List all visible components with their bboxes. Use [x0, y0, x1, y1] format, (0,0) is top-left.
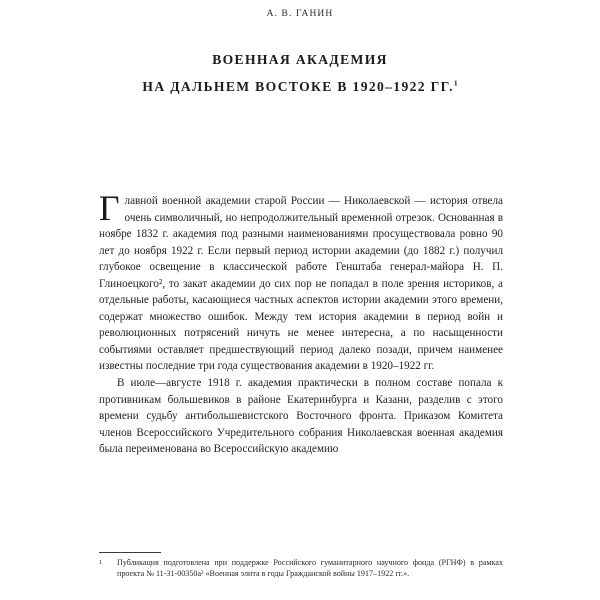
- body-text: [99, 188, 503, 458]
- article-title-line-1: ВОЕННАЯ АКАДЕМИЯ: [212, 52, 388, 67]
- title-footnote-reference[interactable]: 1: [453, 78, 458, 88]
- footnote-section: [99, 552, 503, 579]
- footnote-marker: 1: [99, 559, 103, 566]
- article-title-block: [0, 46, 600, 100]
- footnote-text: Публикация подготовлена при поддержке Российского гуманитарного научного фонда (РГНФ) в рамках проекта № 11-31-00350а² «Военная элита в годы Гражданской войны 1917–1922 гг.».: [117, 558, 503, 578]
- footnote-separator-rule: [99, 552, 161, 553]
- body-paragraph: Главной военной академии старой России — Николаевской — история отвела очень символичный, но непродолжительный временной отрезок. Основанная в ноябре 1832 г. академия под разными наименованиями просуществовала ровно 90 лет до ноября 1922 г. Если первый период истории академии (до 1882 г.) получил глубокое освещение в классической работе Генштаба генерал-майора Н. П. Глиноецкого², то закат академии до сих пор не попадал в поле зрения историков, а отдельные работы, касающиеся частных аспектов истории академии этого времени, содержат множество ошибок. Между тем история академии в период войн и революционных потрясений ничуть не менее интересна, а по насыщенности событиями оставляет предшествующий период далеко позади, причем наименее известны последние три года существования академии в 1920–1922 гг.: [99, 188, 503, 373]
- author-name: А. В. ГАНИН: [266, 9, 334, 19]
- footnote-item: [99, 558, 503, 579]
- article-title-line-2-text: НА ДАЛЬНЕМ ВОСТОКЕ В 1920–1922 ГГ.: [142, 79, 454, 94]
- body-paragraph: В июле—августе 1918 г. академия практически в полном составе попала к противникам большевиков в районе Екатеринбурга и Казани, разделив с этого времени судьбу антибольшевистского Восточного фронта. Приказом Комитета членов Всероссийского Учредительного собрания Николаевская военная академия была переименована во Всероссийскую академию: [99, 377, 503, 456]
- article-title-line-2: [0, 73, 600, 100]
